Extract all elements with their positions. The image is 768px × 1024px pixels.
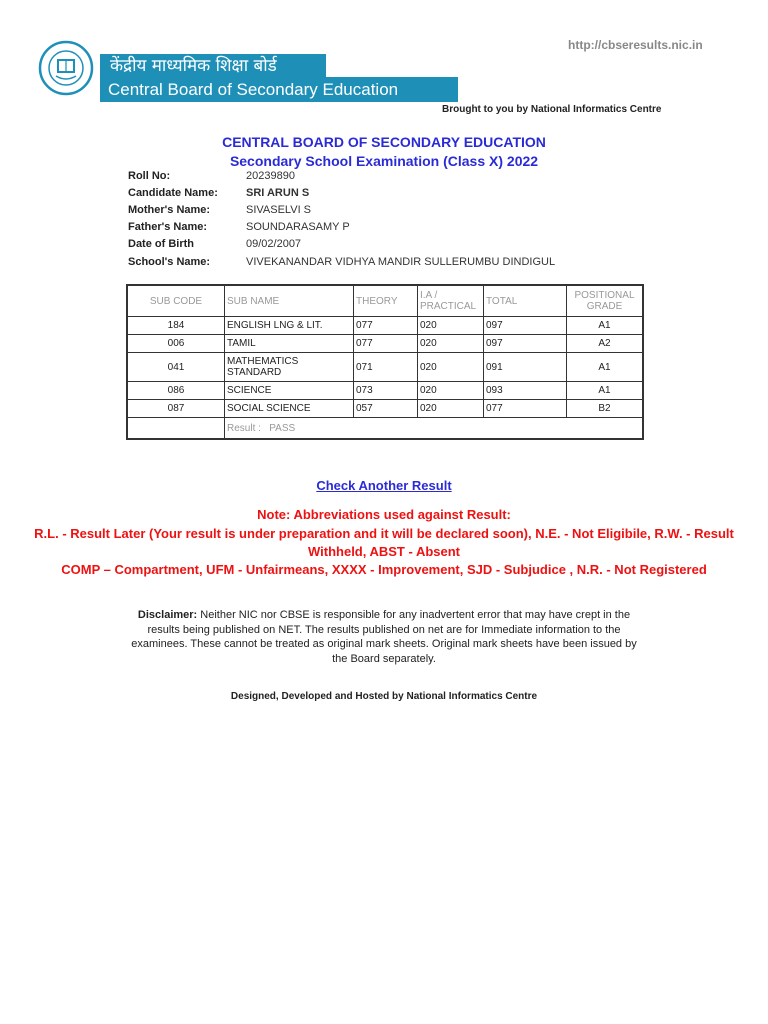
cell-ia: 020 <box>418 335 484 353</box>
cell-theory: 077 <box>354 335 418 353</box>
header-theory: THEORY <box>354 285 418 317</box>
board-title: CENTRAL BOARD OF SECONDARY EDUCATION <box>222 134 546 150</box>
cell-grade: B2 <box>567 400 644 418</box>
cell-sub-code: 006 <box>127 335 225 353</box>
cell-ia: 020 <box>418 382 484 400</box>
cell-grade: A1 <box>567 382 644 400</box>
header-ia-practical: I.A / PRACTICAL <box>418 285 484 317</box>
cell-ia: 020 <box>418 353 484 382</box>
note-abbreviations-line2: COMP – Compartment, UFM - Unfairmeans, XXXX - Improvement, SJD - Subjudice , N.R. - Not Registered <box>61 562 707 577</box>
cell-sub-name: MATHEMATICS STANDARD <box>225 353 354 382</box>
cell-grade: A1 <box>567 317 644 335</box>
disclaimer-label: Disclaimer: <box>137 609 198 621</box>
cell-sub-name: SCIENCE <box>225 382 354 400</box>
table-row <box>127 317 643 335</box>
english-title-banner: Central Board of Secondary Education <box>100 77 458 102</box>
father-name-label: Father's Name: <box>128 221 208 233</box>
mother-name-label: Mother's Name: <box>128 204 211 216</box>
table-row <box>127 353 643 382</box>
dob-value: 09/02/2007 <box>246 238 302 250</box>
result-empty-cell <box>127 418 225 440</box>
cell-sub-name: SOCIAL SCIENCE <box>225 400 354 418</box>
cell-theory: 077 <box>354 317 418 335</box>
header-positional-grade: POSITIONAL GRADE <box>567 285 644 317</box>
exam-title: Secondary School Examination (Class X) 2022 <box>229 153 539 169</box>
table-row <box>127 335 643 353</box>
cell-theory: 071 <box>354 353 418 382</box>
cell-sub-code: 087 <box>127 400 225 418</box>
cell-total: 097 <box>484 317 567 335</box>
cell-ia: 020 <box>418 317 484 335</box>
school-name-value: VIVEKANANDAR VIDHYA MANDIR SULLERUMBU DINDIGUL <box>246 256 556 268</box>
cell-total: 091 <box>484 353 567 382</box>
candidate-name-value: SRI ARUN S <box>246 187 310 199</box>
school-name-label: School's Name: <box>128 256 211 268</box>
note-abbreviations-line1: R.L. - Result Later (Your result is under preparation and it will be declared soon), N.E. - Not Eligibile, R.W. - Result Withheld, ABST - Absent <box>34 526 734 559</box>
table-row <box>127 400 643 418</box>
check-another-result-link[interactable]: Check Another Result <box>316 478 452 493</box>
cell-total: 093 <box>484 382 567 400</box>
result-label: Result : <box>227 422 261 434</box>
cbse-logo <box>38 40 94 96</box>
table-header-row <box>127 285 643 317</box>
header-sub-code: SUB CODE <box>127 285 225 317</box>
cell-sub-name: TAMIL <box>225 335 354 353</box>
roll-no-value: 20239890 <box>246 170 295 182</box>
cell-sub-name: ENGLISH LNG & LIT. <box>225 317 354 335</box>
cell-grade: A2 <box>567 335 644 353</box>
cell-theory: 057 <box>354 400 418 418</box>
cell-theory: 073 <box>354 382 418 400</box>
father-name-value: SOUNDARASAMY P <box>246 221 350 233</box>
cell-total: 097 <box>484 335 567 353</box>
cell-grade: A1 <box>567 353 644 382</box>
hindi-title-banner: केंद्रीय माध्यमिक शिक्षा बोर्ड <box>100 54 326 78</box>
result-cell <box>225 418 644 440</box>
marks-table <box>126 284 644 440</box>
cell-ia: 020 <box>418 400 484 418</box>
roll-no-label: Roll No: <box>128 170 171 182</box>
header-sub-name: SUB NAME <box>225 285 354 317</box>
dob-label: Date of Birth <box>128 238 194 250</box>
disclaimer-text: Neither NIC nor CBSE is responsible for any inadvertent error that may have crept in the results being published on NET. The results published on net are for Immediate information to the examinees. These cannot be treated as original mark sheets. Original mark sheets have been issued by the Board separately. <box>131 609 637 665</box>
cell-sub-code: 041 <box>127 353 225 382</box>
cell-sub-code: 086 <box>127 382 225 400</box>
result-row <box>127 418 643 440</box>
candidate-name-label: Candidate Name: <box>128 187 218 199</box>
brought-by-text: Brought to you by National Informatics Centre <box>442 104 662 115</box>
disclaimer <box>126 608 642 666</box>
cell-total: 077 <box>484 400 567 418</box>
mother-name-value: SIVASELVI S <box>246 204 312 216</box>
note-title: Note: Abbreviations used against Result: <box>257 507 511 522</box>
site-url: http://cbseresults.nic.in <box>568 38 703 52</box>
footer-credit: Designed, Developed and Hosted by National Informatics Centre <box>230 691 538 702</box>
header-total: TOTAL <box>484 285 567 317</box>
result-value: PASS <box>269 422 296 434</box>
cell-sub-code: 184 <box>127 317 225 335</box>
table-row <box>127 382 643 400</box>
